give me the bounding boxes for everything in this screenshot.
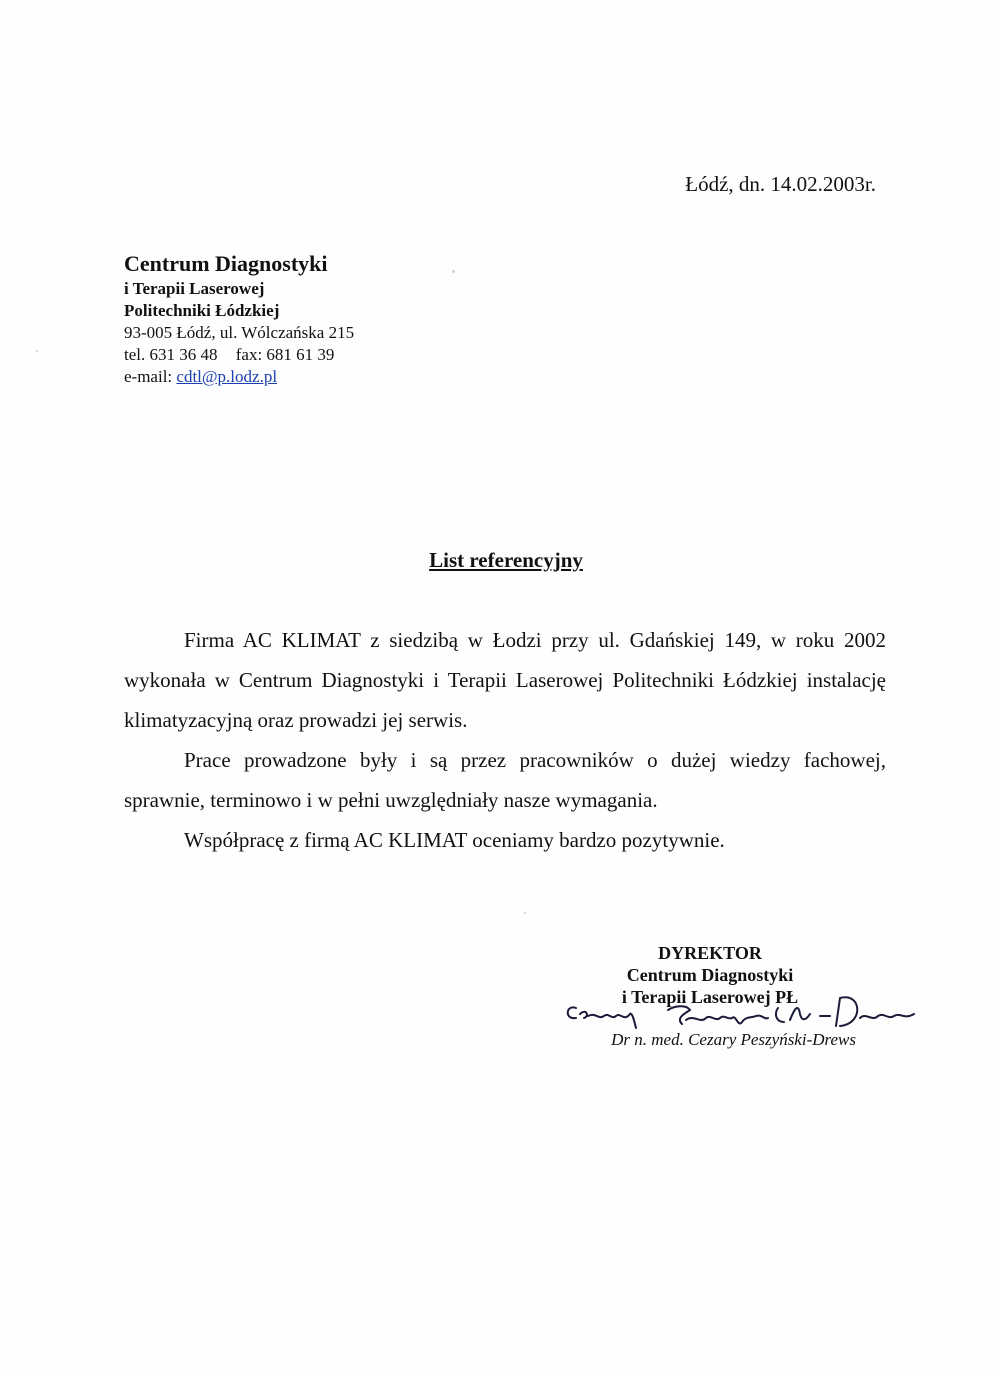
sender-fax: fax: 681 61 39	[235, 345, 335, 364]
body-paragraph-1: Firma AC KLIMAT z siedzibą w Łodzi przy ul. Gdańskiej 149, w roku 2002 wykonała w Centrum Diagnostyki i Terapii Laserowej Politechniki Łódzkiej instalację klimatyzacyjną oraz prowadzi jej serwis.	[124, 628, 886, 732]
sender-email-link[interactable]: cdtl@p.lodz.pl	[176, 367, 278, 386]
letter-body	[124, 620, 886, 860]
scan-speck	[452, 270, 455, 273]
signature-org-line-2: i Terapii Laserowej PŁ	[621, 987, 799, 1007]
sender-name: Centrum Diagnostyki	[124, 251, 328, 276]
scan-speck	[524, 912, 526, 914]
sender-phones	[124, 344, 544, 366]
letter-title: List referencyjny	[429, 548, 583, 572]
sender-line-2: i Terapii Laserowej	[124, 279, 265, 298]
signature-role: DYREKTOR	[658, 943, 762, 963]
body-paragraph-2: Prace prowadzone były i są przez pracowników o dużej wiedzy fachowej, sprawnie, terminowo i w pełni uwzględniały nasze wymagania.	[124, 748, 886, 812]
sender-email-label: e-mail:	[124, 367, 173, 386]
signer-name: Dr n. med. Cezary Peszyński-Drews	[611, 1030, 856, 1049]
signature-org-line-1: Centrum Diagnostyki	[626, 965, 794, 985]
sender-tel: tel. 631 36 48	[124, 345, 218, 364]
sender-header	[124, 250, 544, 388]
scan-speck	[36, 350, 38, 352]
sender-email-line	[124, 366, 544, 388]
sender-address: 93-005 Łódź, ul. Wólczańska 215	[124, 323, 355, 342]
letter-date: Łódź, dn. 14.02.2003r.	[685, 172, 876, 196]
sender-line-3: Politechniki Łódzkiej	[124, 301, 280, 320]
body-paragraph-3: Współpracę z firmą AC KLIMAT oceniamy bardzo pozytywnie.	[184, 828, 725, 852]
